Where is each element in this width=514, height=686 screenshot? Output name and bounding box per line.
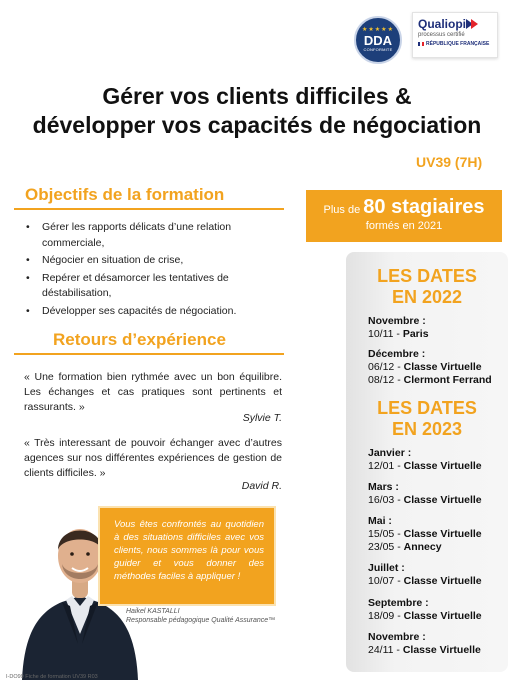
date-entry: 10/11 - Paris: [368, 328, 429, 340]
stagiaires-count: 80 stagiaires: [363, 196, 485, 218]
date-entry: 15/05 - Classe Virtuelle: [368, 528, 482, 540]
dates-2022-heading: LES DATES EN 2022: [377, 266, 477, 307]
objective-item: • Repérer et désamorcer les tentatives de déstabilisation,: [24, 271, 284, 302]
dda-stars: ★★★★★: [362, 27, 394, 33]
objective-item: • Négocier en situation de crise,: [24, 253, 284, 269]
objectives-list: [24, 220, 284, 321]
quote-2-author: David R.: [241, 480, 282, 492]
objectives-heading: Objectifs de la formation: [25, 185, 225, 204]
qualiopi-subtitle: processus certifié: [418, 32, 465, 38]
qualiopi-name: Qualiopi: [418, 17, 466, 31]
signature-name: Haikel KASTALLI: [126, 608, 180, 615]
month-label: Juillet :: [368, 562, 405, 574]
month-label: Mars :: [368, 481, 399, 493]
date-entry: 24/11 - Classe Virtuelle: [368, 644, 481, 656]
date-entry: 18/09 - Classe Virtuelle: [368, 610, 482, 622]
quote-2: « Très interessant de pouvoir échanger avec d’autres agences sur nos différentes expériences de gestion de clients difficiles. »: [24, 437, 282, 479]
quote-1: « Une formation bien rythmée avec un bon équilibre. Les échanges et cas pratiques sont pertinents et rassurants. »: [24, 371, 282, 413]
stagiaires-badge: [306, 190, 502, 242]
objective-item: • Développer ses capacités de négociation.: [24, 304, 284, 320]
month-label: Novembre :: [368, 631, 426, 643]
quote-1-author: Sylvie T.: [242, 412, 282, 424]
month-label: Septembre :: [368, 597, 429, 609]
qualiopi-arrows-icon: [468, 19, 478, 29]
month-label: Mai :: [368, 515, 392, 527]
qualiopi-logo: [412, 12, 498, 58]
french-flag-icon: [418, 42, 424, 46]
dda-logo: [354, 16, 402, 64]
objective-item: • Gérer les rapports délicats d’une relation commerciale,: [24, 220, 284, 251]
title-line-2: développer vos capacités de négociation: [32, 112, 482, 138]
month-label: Novembre :: [368, 315, 426, 327]
dda-logo-name: DDA: [363, 33, 393, 48]
feedback-underline: [14, 353, 284, 355]
dates-2023-heading: LES DATES EN 2023: [377, 398, 477, 439]
date-entry: 08/12 - Clermont Ferrand: [368, 374, 492, 386]
signature-role: Responsable pédagogique Qualité Assurance™: [126, 617, 276, 624]
date-entry: 16/03 - Classe Virtuelle: [368, 494, 482, 506]
callout-box: [98, 506, 276, 606]
callout-text: Vous êtes confrontés au quotidien à des situations difficiles avec vos clients, nous sommes là pour vous guider et vous donner des méthodes faciles à appliquer !: [114, 519, 264, 582]
date-entry: 23/05 - Annecy: [368, 541, 442, 553]
dda-logo-sub: CONFORMITE: [363, 47, 393, 52]
date-entry: 10/07 - Classe Virtuelle: [368, 575, 482, 587]
month-label: Janvier :: [368, 447, 412, 459]
stagiaires-prefix: Plus de: [323, 204, 361, 216]
objectives-underline: [14, 208, 284, 210]
course-code: UV39 (7H): [416, 154, 483, 170]
page-title: [0, 82, 514, 140]
month-label: Décembre :: [368, 348, 426, 360]
date-entry: 06/12 - Classe Virtuelle: [368, 361, 482, 373]
title-line-1: Gérer vos clients difficiles &: [102, 83, 412, 109]
feedback-heading: Retours d’expérience: [53, 330, 226, 349]
republique-francaise: RÉPUBLIQUE FRANÇAISE: [418, 41, 492, 47]
footer-reference: I-DO99 Fiche de formation UV39 R03: [6, 674, 98, 680]
stagiaires-suffix: formés en 2021: [365, 220, 443, 232]
date-entry: 12/01 - Classe Virtuelle: [368, 460, 482, 472]
